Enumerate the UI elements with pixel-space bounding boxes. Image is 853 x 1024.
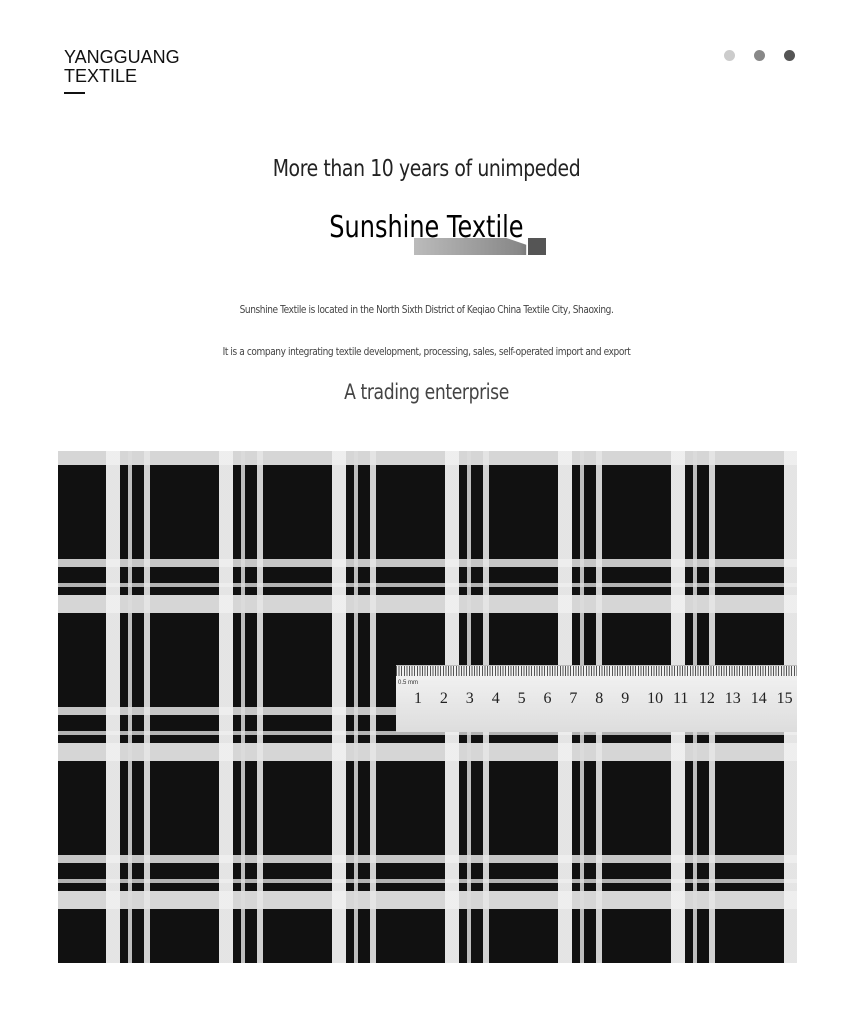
- headline: More than 10 years of unimpeded: [272, 156, 581, 182]
- ruler-number: 3: [465, 690, 474, 707]
- subtitle: A trading enterprise: [344, 380, 509, 404]
- ruler-number: 8: [595, 690, 604, 707]
- slide-pager: [724, 50, 795, 61]
- ruler-number: 2: [439, 690, 448, 707]
- ruler-number: 6: [543, 690, 552, 707]
- pager-dot-2[interactable]: [754, 50, 765, 61]
- ruler-unit-label: 0.5 mm: [398, 680, 419, 686]
- intro-paragraph-1: Sunshine Textile is located in the North Sixth District of Keqiao China Textile City, Shaoxing.: [239, 303, 614, 316]
- logo-line1: YANGGUANG: [64, 47, 180, 67]
- ruler-number: 5: [517, 690, 526, 707]
- ruler-number: 7: [569, 690, 578, 707]
- ruler-number: 12: [698, 690, 715, 707]
- ruler-number: 13: [724, 690, 741, 707]
- ruler-number: 4: [491, 690, 500, 707]
- logo-underline: [64, 92, 85, 94]
- ruler-number: 9: [621, 690, 630, 707]
- logo[interactable]: [64, 48, 180, 86]
- page-title: Sunshine Textile: [329, 210, 524, 245]
- ruler-number: 11: [673, 690, 689, 707]
- pager-dot-3[interactable]: [784, 50, 795, 61]
- logo-line2: TEXTILE: [64, 66, 138, 86]
- ruler-number: 10: [647, 690, 664, 707]
- pager-dot-1[interactable]: [724, 50, 735, 61]
- intro-paragraph-2: It is a company integrating textile development, processing, sales, self-operated import and export: [222, 345, 631, 358]
- ruler-number: 1: [414, 690, 422, 707]
- ruler-number: 14: [750, 690, 767, 707]
- ruler: [396, 665, 797, 732]
- ruler-number: 15: [776, 690, 793, 707]
